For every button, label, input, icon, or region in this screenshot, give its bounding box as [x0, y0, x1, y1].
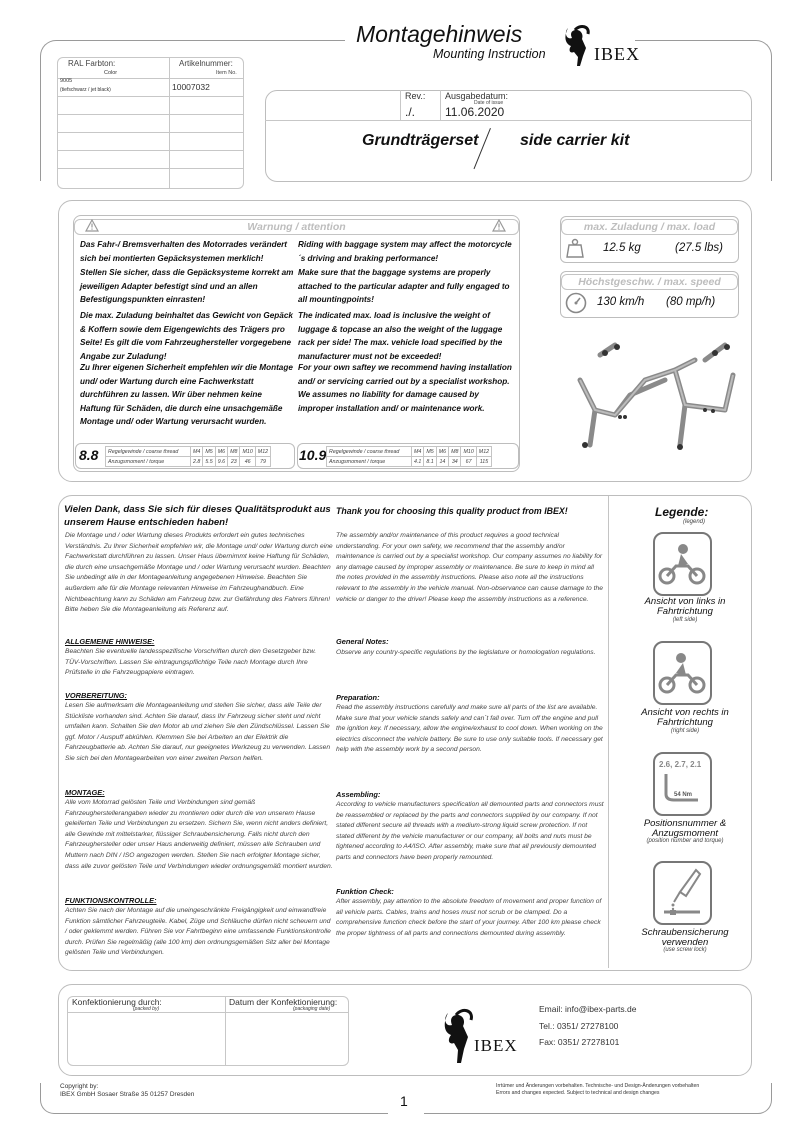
size-cell: M6 [436, 447, 448, 457]
legend-screw-lock-sub: (use screw lock) [663, 947, 707, 953]
torque-cell: 46 [240, 457, 255, 467]
page-title: Montagehinweis [356, 21, 523, 47]
torque-cell: 34 [449, 457, 461, 467]
size-cell: M12 [476, 447, 491, 457]
item-label: Item No. [216, 70, 237, 76]
speed-title-text: Höchstgeschw. / max. speed [578, 276, 721, 288]
size-cell: M12 [255, 447, 270, 457]
size-cell: M6 [215, 447, 227, 457]
torque-position-icon: 2.6, 2.7, 2.1 [659, 760, 702, 769]
warning-triangle-icon [85, 219, 99, 232]
packing-row-line [67, 1012, 349, 1013]
torque-cell: 115 [476, 457, 491, 467]
legend-torque-sub: (position number and torque) [646, 838, 724, 844]
product-name-en: side carrier kit [520, 132, 630, 149]
section-de-general-heading: ALLGEMEINE HINWEISE: [65, 637, 155, 646]
contact-email[interactable]: Email: info@ibex-parts.de [539, 1004, 637, 1014]
packing-date-sub: (packaging date) [293, 1006, 331, 1012]
size-cell: M8 [228, 447, 240, 457]
legend-left-side-sub: (left side) [672, 617, 698, 623]
load-lbs: (27.5 lbs) [675, 242, 723, 254]
rev-value: ./. [405, 105, 416, 119]
rev-row-line [265, 120, 752, 121]
date-label: Ausgabedatum: [445, 91, 509, 101]
rev-label: Rev.: [405, 91, 426, 101]
section-de-check-text: Achten Sie nach der Montage auf die uneingeschränkte Freigängigkeit und einwandfreie Funktion sämtlicher Fahrzeugteile. Kabel, Züge und Schläuche dürfen nicht scheuern und / oder geklemmt werden. Führen Sie vor Fahrtbeginn eine umfassende Funktionskontrolle durch. Prüfen Sie regelmäßig (alle 100 km) den ordnungsgemäßen Sitz aller bei Montage gelösten Teile und Verbindungen. [65, 907, 331, 957]
section-de-assembly-heading: MONTAGE: [65, 788, 105, 797]
size-cell: M5 [203, 447, 215, 457]
torque-cell: 8.1 [424, 457, 436, 467]
speed-title [561, 274, 738, 290]
product-name-de: Grundträgerset [362, 132, 479, 149]
size-cell: M10 [240, 447, 255, 457]
intro-en: The assembly and/or maintenance of this product requires a good technical understanding. For your own safety, we recommend that the assembly and/or maintenance is carried out by a specialist workshop. Our company assumes no liability for any damage caused by improper assembly or maintenance. Be sure to keep in mind all the notes provided in the assembly instructions. Please also note all the instructions relevant to the assembly in the vehicle manual. Non-observance can cause damage to the vehicle or danger to the driver! Please keep the assembly instructions as a reference. [336, 532, 603, 603]
color-label: Color [104, 70, 118, 76]
torque-row1-label: Regelgewinde / coarse thread [327, 447, 412, 457]
screw-lock-icon [660, 866, 704, 916]
rev-divider [400, 90, 401, 120]
torque-cell: 67 [461, 457, 476, 467]
page-number: 1 [400, 1093, 408, 1109]
contact-fax: Fax: 0351/ 27278101 [539, 1037, 620, 1047]
disclaimer-en: Errors and changes expected. Subject to technical and design changes [496, 1090, 660, 1096]
torque-cell: 5.5 [203, 457, 215, 467]
contact-tel: Tel.: 0351/ 27278100 [539, 1021, 619, 1031]
grade-109: 10.9 [299, 447, 327, 463]
section-en-general-text: Observe any country-specific regulations by the legislature or homologation regulations. [336, 649, 596, 656]
size-cell: M5 [424, 447, 436, 457]
product-box [265, 90, 752, 182]
warning-de-4: Zu Ihrer eigenen Sicherheit empfehlen wir die Montage und/ oder Wartung durch eine Fachwerkstatt durchführen zu lassen. Wir über nehmen keine Haftung für Schäden, die durch eine unsachgemäße Montage und/ oder Wartung verursacht wurden. [80, 363, 293, 427]
date-sub: Date of issue [474, 100, 504, 106]
size-cell: M4 [412, 447, 424, 457]
load-kg: 12.5 kg [603, 242, 641, 254]
carrier-kit-image [555, 335, 745, 470]
packed-by-sub: (packed by) [133, 1006, 160, 1012]
copyright-label: Copyright by: [60, 1083, 99, 1090]
date-value: 11.06.2020 [445, 105, 505, 119]
wrench-arc-icon [662, 772, 702, 804]
torque-cell: 2.8 [191, 457, 203, 467]
torque-nm-label: 54 Nm [674, 792, 693, 798]
article-label: Artikelnummer: [179, 59, 233, 68]
speed-mph: (80 mp/h) [666, 296, 716, 308]
legend-screw-lock-label: Schraubensicherung verwenden [641, 927, 729, 948]
section-en-prep-heading: Preparation: [336, 693, 380, 702]
section-de-general-text: Beachten Sie eventuelle landesspezifische Vorschriften durch den Gesetzgeber bzw. TÜV-Vorschriften. Lassen Sie eintragungspflichtige Teile nach Montage durch Ihre Prüfstelle in die Fahrzeugpapiere eintragen. [65, 648, 317, 677]
brand-name: IBEX [594, 44, 640, 64]
grade-88: 8.8 [79, 447, 99, 463]
torque-cell: 23 [228, 457, 240, 467]
section-de-prep-text: Lesen Sie aufmerksam die Montageanleitung und stellen Sie sicher, dass alle Teile der Stückliste vorhanden sind. Achten Sie darauf, dass Ihr Fahrzeug sicher steht und nicht umfallen kann. Schalten Sie den Motor ab und ziehen Sie den Zündschlüssel. Lassen Sie ggf. Motor / Auspuff abkühlen. Klemmen Sie bei Arbeiten an der Elektrik die Fahrzeugbatterie ab. Achten Sie darauf, nur geeignetes Werkzeug zu verwenden. Lassen Sie sich bei den Montagearbeiten von einer zweiten Person helfen. [65, 702, 331, 762]
section-en-assembly-text: According to vehicle manufacturers specification all demounted parts and connectors must be reassembled or replaced by the parts and connectors supplied by our company. If not stated different secure all threads with a medium-strong liquid screw protection. If not stated different by the vehicle manufacturer or our company, all bolts and nuts must be tightened according to A4/ISO. After assembly, make sure that all previously demounted parts and connectors have been properly remounted. [336, 801, 604, 861]
packing-divider [225, 996, 226, 1066]
size-cell: M4 [191, 447, 203, 457]
legend-right-side-label: Ansicht von rechts in Fahrtrichtung [641, 707, 729, 728]
motorcycle-left-icon [656, 540, 708, 586]
warning-de-2: Stellen Sie sicher, dass die Gepäcksysteme korrekt am jeweiligen Adapter befestigt sind und an allen Befestigungspunkten einrasten! [80, 268, 294, 305]
footer-brand-name: IBEX [474, 1036, 518, 1055]
item-value: 10007032 [172, 82, 210, 92]
speed-kmh: 130 km/h [597, 296, 645, 308]
load-title [561, 219, 738, 235]
torque-cell: 79 [255, 457, 270, 467]
load-title-text: max. Zuladung / max. load [583, 221, 716, 233]
section-de-check-heading: FUNKTIONSKONTROLLE: [65, 896, 157, 905]
section-de-prep-heading: VORBEREITUNG: [65, 691, 128, 700]
section-en-check-text: After assembly, pay attention to the absolute freedom of movement and proper function of all vehicle parts. Cables, trains and hoses must not scrub or be clamped. Do a comprehensive function check before the start of your journey. After 100 km please check the proper tightness of all parts and connections demounted during assembly. [336, 898, 602, 937]
motorcycle-right-icon [656, 649, 708, 695]
ral-value: 9005 [60, 78, 73, 84]
warning-en-2: Make sure that the baggage systems are properly attached to the particular adapter and fully engaged to all mountingpoints! [298, 268, 510, 305]
intro-de: Die Montage und / oder Wartung dieses Produkts erfordert ein gutes technisches Verständnis. Zu Ihrer Sicherheit empfehlen wir, die Montage und/ oder Wartung durch eine Fachwerkstatt durchführen zu lassen. Unser Haus übernimmt keine Haftung für Schäden, die durch eine unsachgemäße Montage und / oder Wartung verursacht wurden. Beachten Sie unbedingt alle in der Montageanleitung angegebenen Hinweise. Beachten Sie außerdem alle für die Montage relevanten Hinweise im Fahrzeughandbuch. Eine Nichtbeachtung kann zu Schäden am Fahrzeug bzw. zur Gefährdung des Fahrers führen! Bitte heben Sie die Montageanleitung als Referenz auf. [65, 532, 333, 614]
warning-triangle-icon-right [492, 219, 506, 232]
torque-table-88 [105, 446, 271, 467]
warning-en-3: The indicated max. load is inclusive the weight of luggage & topcase an also the weight of the luggage rack per side! The max. vehicle load specified by the manufacturer must not be exceeded! [298, 311, 503, 361]
legend-torque-label: Positionsnummer & Anzugsmoment [643, 818, 727, 839]
legend-subtitle: (legend) [683, 519, 706, 525]
torque-cell: 4.1 [412, 457, 424, 467]
thanks-heading-en: Thank you for choosing this quality product from IBEX! [336, 506, 568, 516]
section-en-general-heading: General Notes: [336, 637, 389, 646]
warning-en-1: Riding with baggage system may affect the motorcycle´s driving and braking performance! [298, 240, 512, 263]
warning-title [74, 219, 519, 235]
ibex-footer-logo-icon [440, 1005, 482, 1065]
weight-icon [566, 238, 584, 258]
packing-date-label: Datum der Konfektionierung: [229, 997, 338, 1007]
torque-row2-label: Anzugsmoment / torque [327, 457, 412, 467]
instructions-divider [608, 496, 609, 968]
size-cell: M10 [461, 447, 476, 457]
legend-left-side-label: Ansicht von links in Fahrtrichtung [644, 596, 726, 617]
torque-cell: 9.6 [215, 457, 227, 467]
warning-de-3: Die max. Zuladung beinhaltet das Gewicht von Gepäck & Koffern sowie dem Eigengewichts des Trägers pro Seite! Es gilt die vom Fahrzeughersteller vorgegebene Angabe zur Zuladung! [80, 311, 293, 361]
torque-table-109 [326, 446, 492, 467]
size-cell: M8 [449, 447, 461, 457]
section-de-assembly-text: Alle vom Motorrad gelösten Teile und Verbindungen sind gemäß Fahrzeugherstellerangaben wieder zu montieren oder durch die von unserem Hause geleiferten Teile und Verbindungen zu ersetzen. Sichern Sie, wenn nicht anders definiert, alle Gewinde mit mittelstarker, flüssiger Schraubensicherung. Falls nicht durch den Fahrzeughersteller oder unser Haus anderweitig definiert, müssen alle Schrauben und Muttern nach DIN / ISO angezogen werden. Stellen Sie nach erfolgter Montage sicher, dass alle zuvor gelösten Teile und Verbindungen wieder ordnungsgemäß montiert wurden. [65, 799, 333, 870]
section-en-prep-text: Read the assembly instructions carefully and make sure all parts of the list are available. Make sure that your vehicle stands safely and can´t fall over. Turn off the engine and pull the ignition key. If necessary, allow the engine/exhaust to cool down. When working on the electrics disconnect the vehicle battery. Be sure to use only suitable tools. If necessary get help with the assembly work by a second person. [336, 704, 603, 754]
legend-title: Legende: [655, 505, 709, 519]
speedometer-icon [565, 292, 587, 314]
torque-row1-label: Regelgewinde / coarse thread [106, 447, 191, 457]
date-divider [440, 90, 441, 120]
article-table [57, 57, 244, 189]
page-subtitle: Mounting Instruction [433, 47, 546, 61]
legend-right-side-sub: (right side) [670, 728, 700, 734]
torque-cell: 14 [436, 457, 448, 467]
section-en-assembly-heading: Assembling: [336, 790, 381, 799]
section-en-check-heading: Funktion Check: [336, 887, 394, 896]
torque-row2-label: Anzugsmoment / torque [106, 457, 191, 467]
warning-de-1: Das Fahr-/ Bremsverhalten des Motorrades verändert sich bei montierten Gepäcksystemen merklich! [80, 240, 288, 263]
disclaimer-de: Irrtümer und Änderungen vorbehalten. Technische- und Design-Änderungen vorbehalten [496, 1083, 700, 1089]
thanks-heading-de: Vielen Dank, dass Sie sich für dieses Qualitätsprodukt aus unserem Hause entschieden haben! [64, 504, 331, 528]
ral-desc: (tiefschwarz / jet black) [60, 87, 111, 93]
warning-en-4: For your own saftey we recommend having installation and/ or servicing carried out by a specialist workshop. We assumes no liability for damage caused by improper installation and/ or maintenance work. [298, 363, 512, 413]
packed-by-label: Konfektionierung durch: [72, 997, 162, 1007]
ral-label: RAL Farbton: [68, 59, 116, 68]
company-address: IBEX GmbH Sosaer Straße 35 01257 Dresden [60, 1091, 195, 1098]
warning-title-text: Warnung / attention [247, 221, 346, 233]
